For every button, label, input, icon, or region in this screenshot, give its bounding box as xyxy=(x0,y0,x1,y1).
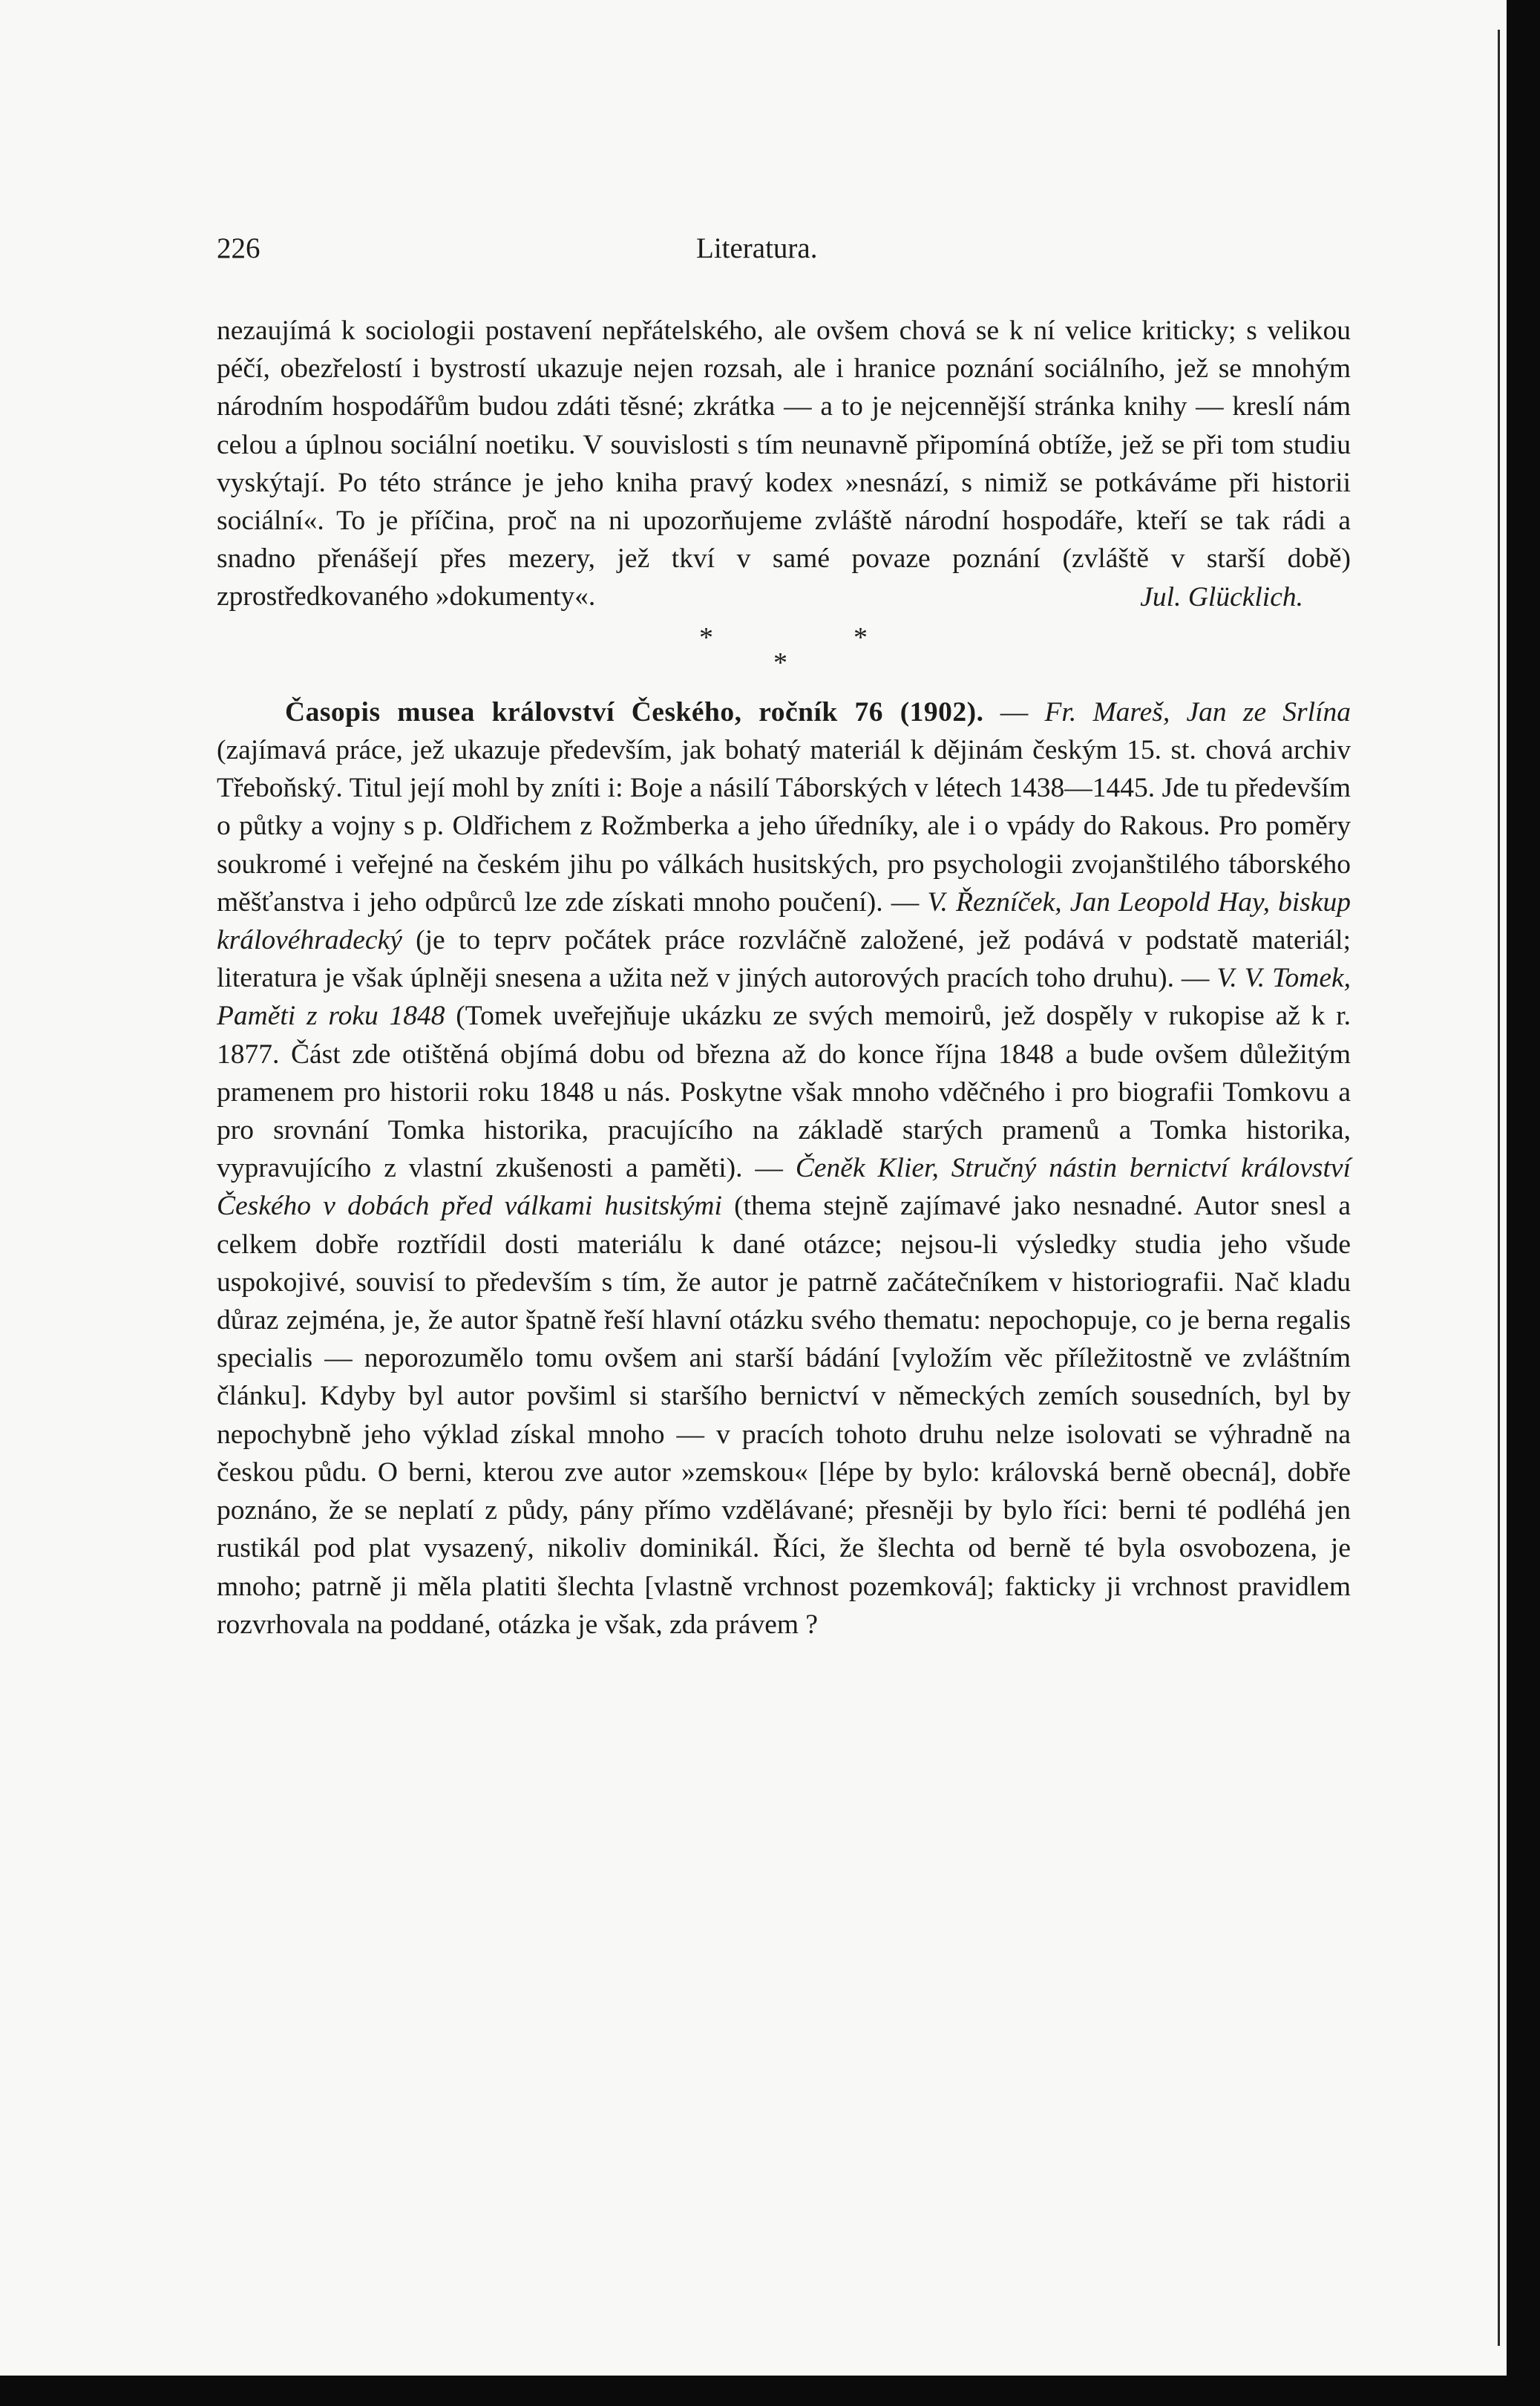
paragraph-review-end xyxy=(217,312,1351,616)
text-segment: (Tomek uveřejňuje ukázku ze svých memoirů, jež dospěly v rukopise až k r. 1877. Část zde otištěná objímá dobu od března až do konce října 1848 a bude ovšem důležitým pramenem pro historii roku 1848 u nás. Poskytne však mnoho vděčného i pro biografii Tomkovu a pro srovnání Tomka historika, pracujícího na základě starých pramenů a Tomka historika, vypravujícího z vlastní zkušenosti a paměti). — xyxy=(217,1001,1351,1184)
body-text xyxy=(217,312,1351,1644)
text-segment: (zajímavá práce, jež ukazuje především, jak bohatý materiál k dějinám českým 15. st. chová archiv Třeboňský. Titul její mohl by zníti i: Boje a násilí Táborských v létech 1438—1445. Jde tu především o půtky a vojny s p. Oldřichem z Rožmberka a jeho úředníky, ale i o vpády do Rakous. Pro poměry soukromé i veřejné na českém jihu po válkách husitských, pro psychologii zvojanštilého táborského měšťanstva i jeho odpůrců lze zde získati mnoho poučení). — xyxy=(217,735,1351,918)
separator-star: * xyxy=(853,621,868,653)
article-citation: Čeněk Klier, Stručný nástin bernictví království Českého v dobách před válkami husitskými xyxy=(217,1153,1351,1222)
paragraph-text: nezaujímá k sociologii postavení nepřátelského, ale ovšem chová se k ní velice kriticky; s velikou péčí, obezřelostí i bystrostí ukazuje nejen rozsah, ale i hranice poznání sociálního, jež se mnohým národním hospodářům budou zdáti těsné; zkrátka — a to je nejcennější stránka knihy — kreslí nám celou a úplnou sociální noetiku. V souvislosti s tím neunavně připomíná obtíže, jež se při tom studiu vyskýtají. Po této stránce je jeho kniha pravý kodex »nesnází, s nimiž se potkáváme při historii sociální«. To je příčina, proč na ni upozorňujeme zvláště národní hospodáře, kteří se tak rádi a snadno přenášejí přes mezery, jež tkví v samé povaze poznání (zvláště v starší době) zprostředkovaného »dokumenty«. xyxy=(217,316,1351,612)
scan-edge-rule xyxy=(1498,30,1500,2346)
section-separator xyxy=(217,616,1351,684)
page-number: 226 xyxy=(217,232,261,264)
article-citation: V. V. Tomek, Paměti z roku 1848 xyxy=(217,963,1351,1032)
signature: Jul. Glücklich. xyxy=(1140,581,1303,612)
text-segment: (thema stejně zajímavé jako nesnadné. Autor snesl a celkem dobře roztřídil dosti materiálu k dané otázce; nejsou-li výsledky studia jeho všude uspokojivé, souvisí to především s tím, že autor je patrně začátečníkem v historiografii. Nač kladu důraz zejména, je, že autor špatně řeší hlavní otázku svého thematu: nepochopuje, co je berna regalis specialis — neporozumělo tomu ovšem ani starší bádání [vyložím věc příležitostně ve zvláštním článku]. Kdyby byl autor povšiml si staršího bernictví v německých zemích sousedních, byl by nepochybně jeho výklad získal mnoho — v pracích tohoto druhu nelze isolovati se výhradně na českou půdu. O berni, kterou zve autor »zemskou« [lépe by bylo: královská berně obecná], dobře poznáno, že se neplatí z půdy, pány přímo vzdělávané; přesněji by bylo říci: berni té podléhá jen rustikál pod plat vysazený, nikoliv dominikál. Říci, že šlechta od berně té byla osvobozena, je mnoho; patrně ji měla platiti šlechta [vlastně vrchnost pozemková]; fakticky ji vrchnost pravidlem rozvrhovala na poddané, otázka je však, zda právem ? xyxy=(217,1191,1351,1640)
article-citation: Fr. Mareš, Jan ze Srlína xyxy=(1044,696,1351,728)
article-citation: V. Řezníček, Jan Leopold Hay, biskup královéhradecký xyxy=(217,886,1351,956)
running-title: Literatura. xyxy=(696,232,818,264)
separator-star: * xyxy=(773,647,787,679)
separator-star: * xyxy=(699,621,713,653)
text-segment: (je to teprv počátek práce rozvláčně založené, jež podává v podstatě materiál; literatura je však úplněji snesena a užita než v jiných autorových pracích toho druhu). — xyxy=(217,925,1351,994)
journal-title: Časopis musea království Českého, ročník 76 (1902). xyxy=(285,696,984,728)
text-segment: — xyxy=(983,696,1045,728)
page-header xyxy=(217,232,1345,269)
paragraph-journal-review xyxy=(217,693,1351,1644)
